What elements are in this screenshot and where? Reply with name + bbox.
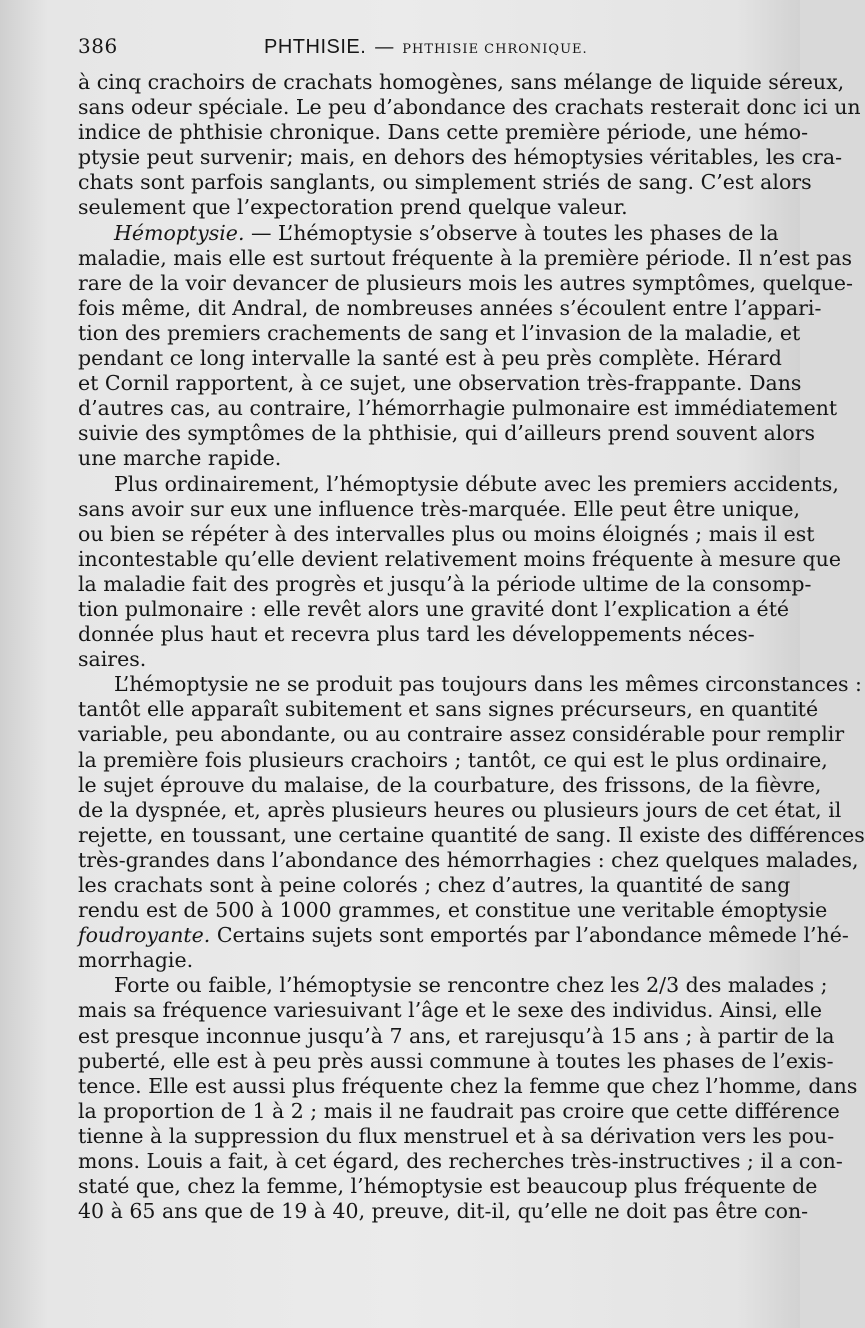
text-line: mais sa fréquence variesuivant l’âge et le sexe des individus. Ainsi, elle: [78, 998, 822, 1023]
text-line: indice de phthisie chronique. Dans cette première période, une hémo-: [78, 120, 809, 145]
text-fragment: — L’hémoptysie s’observe à toutes les phases de la: [244, 220, 779, 245]
text-line: sans avoir sur eux une influence très-marquée. Elle peut être unique,: [78, 496, 800, 521]
text-line: et Cornil rapportent, à ce sujet, une observation très-frappante. Dans: [78, 371, 802, 396]
text-line: [78, 923, 849, 948]
text-line: puberté, elle est à peu près aussi commune à toutes les phases de l’exis-: [78, 1048, 834, 1073]
paragraph: [78, 220, 853, 472]
text-line: 40 à 65 ans que de 19 à 40, preuve, dit-il, qu’elle ne doit pas être con-: [78, 1199, 809, 1224]
text-line: maladie, mais elle est surtout fréquente à la première période. Il n’est pas: [78, 245, 853, 270]
text-line: morrhagie.: [78, 948, 194, 973]
text-line: mons. Louis a fait, à cet égard, des recherches très-instructives ; il a con-: [78, 1149, 843, 1174]
text-line: est presque inconnue jusqu’à 7 ans, et rarejusqu’à 15 ans ; à partir de la: [78, 1023, 835, 1048]
text-line: la maladie fait des progrès et jusqu’à la période ultime de la consomp-: [78, 571, 812, 596]
text-line: seulement que l’expectoration prend quelque valeur.: [78, 195, 628, 220]
text-line: d’autres cas, au contraire, l’hémorrhagie pulmonaire est immédiatement: [78, 396, 838, 421]
text-line: tion pulmonaire : elle revêt alors une gravité dont l’explication a été: [78, 596, 790, 621]
text-line: la proportion de 1 à 2 ; mais il ne faudrait pas croire que cette différence: [78, 1098, 840, 1123]
text-line: la première fois plusieurs crachoirs ; tantôt, ce qui est le plus ordinaire,: [78, 747, 828, 772]
text-line: les crachats sont à peine colorés ; chez d’autres, la quantité de sang: [78, 873, 791, 897]
text-line: très-grandes dans l’abondance des hémorrhagies : chez quelques malades,: [78, 847, 859, 872]
text-line: staté que, chez la femme, l’hémoptysie est beaucoup plus fréquente de: [78, 1174, 818, 1199]
running-title-separator: —: [374, 34, 395, 58]
text-line: pendant ce long intervalle la santé est à peu près complète. Hérard: [78, 346, 782, 371]
text-line: donnée plus haut et recevra plus tard les développements néces-: [78, 622, 755, 647]
text-line: rare de la voir devancer de plusieurs mois les autres symptômes, quelque-: [78, 270, 853, 295]
running-title-sub: PHTHISIE CHRONIQUE.: [402, 42, 588, 57]
text-line: rendu est de 500 à 1000 grammes, et constitue une veritable émoptysie: [78, 898, 828, 923]
text-line: tion des premiers crachements de sang et l’invasion de la maladie, et: [78, 320, 801, 345]
paragraph: [78, 973, 858, 1224]
text-line: variable, peu abondante, ou au contraire assez considérable pour remplir: [78, 722, 845, 747]
page-number: 386: [78, 34, 118, 58]
text-line: ptysie peut survenir; mais, en dehors des hémoptysies véritables, les cra-: [78, 145, 842, 170]
body-text: [78, 70, 865, 1224]
running-title: [264, 34, 588, 59]
paragraph: [78, 70, 861, 221]
page-header: [78, 34, 772, 64]
text-line: L’hémoptysie ne se produit pas toujours dans les mêmes circonstances :: [114, 672, 862, 697]
text-line: une marche rapide.: [78, 446, 282, 471]
text-line: Forte ou faible, l’hémoptysie se rencontre chez les 2/3 des malades ;: [114, 973, 828, 998]
text-line: [78, 220, 779, 246]
italic-word-foudroyante: foudroyante.: [78, 923, 211, 948]
text-line: chats sont parfois sanglants, ou simplement striés de sang. C’est alors: [78, 170, 812, 195]
text-line: à cinq crachoirs de crachats homogènes, sans mélange de liquide séreux,: [78, 70, 845, 94]
text-line: fois même, dit Andral, de nombreuses années s’écoulent entre l’appari-: [78, 295, 822, 320]
text-line: tienne à la suppression du flux menstruel et à sa dérivation vers les pou-: [78, 1123, 835, 1148]
text-line: rejette, en toussant, une certaine quantité de sang. Il existe des différences: [78, 822, 865, 847]
text-line: de la dyspnée, et, après plusieurs heures ou plusieurs jours de cet état, il: [78, 797, 842, 822]
text-fragment: Certains sujets sont emportés par l’abondance mêmede l’hé-: [210, 923, 849, 948]
text-line: le sujet éprouve du malaise, de la courbature, des frissons, de la fièvre,: [78, 772, 822, 797]
text-line: tence. Elle est aussi plus fréquente chez la femme que chez l’homme, dans: [78, 1073, 858, 1098]
text-line: incontestable qu’elle devient relativement moins fréquente à mesure que: [78, 546, 842, 571]
running-title-main: PHTHISIE.: [264, 36, 367, 58]
text-line: ou bien se répéter à des intervalles plus ou moins éloignés ; mais il est: [78, 521, 815, 546]
text-line: sans odeur spéciale. Le peu d’abondance des crachats resterait donc ici un: [78, 95, 861, 120]
text-line: Plus ordinairement, l’hémoptysie débute avec les premiers accidents,: [114, 471, 839, 496]
paragraph: [78, 471, 842, 673]
text-line: suivie des symptômes de la phthisie, qui d’ailleurs prend souvent alors: [78, 421, 816, 446]
paragraph: [78, 672, 865, 973]
text-line: saires.: [78, 647, 147, 672]
text-line: tantôt elle apparaît subitement et sans signes précurseurs, en quantité: [78, 697, 819, 722]
section-heading-hemoptysie: Hémoptysie.: [114, 220, 245, 245]
